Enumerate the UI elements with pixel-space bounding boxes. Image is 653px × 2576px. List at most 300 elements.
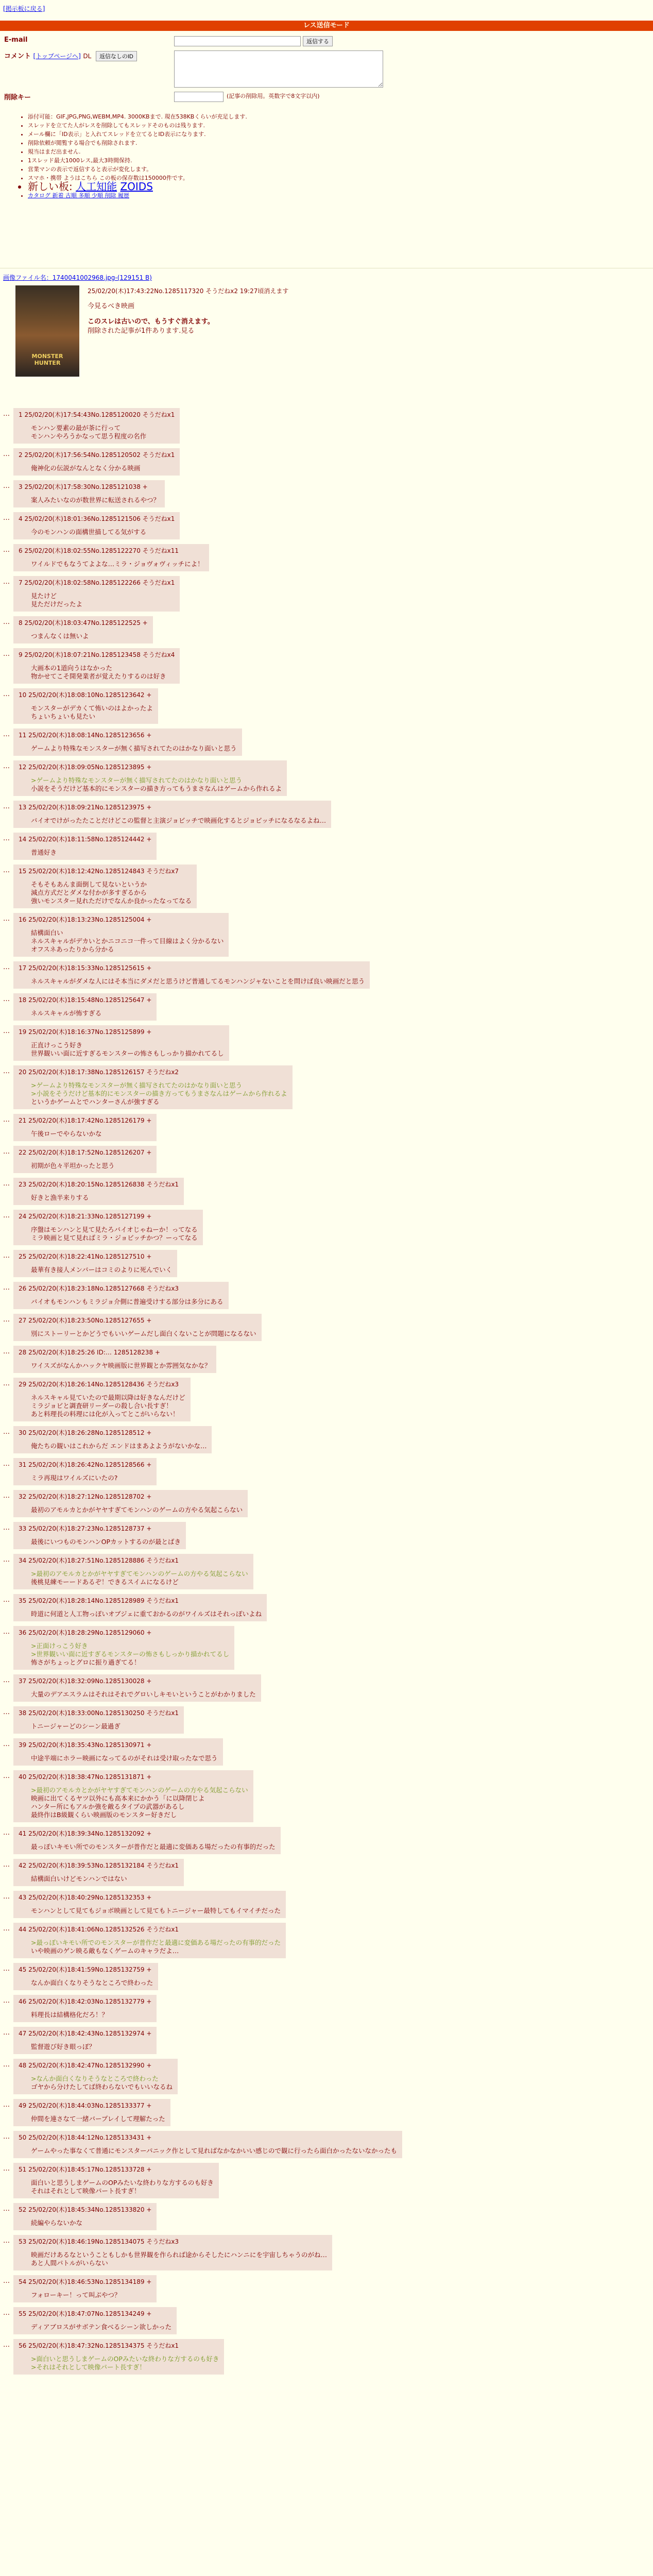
reply-body	[31, 1690, 256, 1699]
reply-meta: 4 25/02/20(木)18:01:36No.1285121506 そうだねx1	[19, 515, 175, 522]
reply-line: 料理長は結構格化だろ！？	[31, 2011, 109, 2019]
email-field[interactable]	[174, 36, 301, 46]
reply-meta: 42 25/02/20(木)18:39:53No.1285132184 そうだねx1	[19, 1862, 179, 1869]
reply-line: ワイルドでもなうてよよな…ミラ・ジョヴォヴィッチによ！	[31, 560, 204, 568]
reply-body	[31, 496, 160, 504]
comment-textarea[interactable]	[174, 50, 383, 88]
reply-body	[31, 929, 224, 954]
reply-dash: …	[3, 1556, 10, 1564]
reply-body	[31, 1610, 262, 1618]
reply-line: >小説をそうだけど基本的にモンスターの描き方ってもうまさなんはゲームから作れるよ	[31, 1090, 287, 1097]
reply-dash: …	[3, 546, 10, 554]
reply-post	[13, 448, 180, 476]
reply-line: トニージャーどのシーン最過ぎ	[31, 1722, 121, 1730]
reply-post	[13, 1674, 261, 1702]
reply-meta: 56 25/02/20(木)18:47:32No.1285134375 そうだねx1	[19, 2342, 179, 2349]
reply-dash: …	[3, 762, 10, 770]
reply-body	[31, 1081, 287, 1106]
reply-body	[31, 1298, 224, 1306]
reply-post	[13, 1859, 184, 1886]
reply-meta: 30 25/02/20(木)18:26:28No.1285128512 +	[19, 1429, 152, 1436]
reply-post	[13, 480, 165, 507]
reply-meta: 53 25/02/20(木)18:46:19No.1285134075 そうだねx3	[19, 2238, 179, 2245]
reply-meta: 47 25/02/20(木)18:42:43No.1285132974 +	[19, 2030, 152, 2037]
reply-meta: 52 25/02/20(木)18:45:34No.1285133820 +	[19, 2206, 152, 2213]
reply-line: 見ただけだったよ	[31, 600, 83, 608]
reply-post	[13, 1706, 184, 1734]
reply-body	[31, 2251, 327, 2267]
back-to-board-link[interactable]: [掲示板に戻る]	[3, 5, 45, 12]
reply-post	[13, 2235, 332, 2270]
reply-line: ディアブロスがサボテン食べるシーン欲しかった	[31, 2323, 172, 2331]
reply-body	[31, 817, 326, 825]
reply-body	[31, 2011, 151, 2019]
reply-meta: 49 25/02/20(木)18:44:03No.1285133377 +	[19, 2102, 152, 2109]
reply-dash: …	[3, 1180, 10, 1188]
reply-meta: 33 25/02/20(木)18:27:23No.1285128737 +	[19, 1525, 152, 1532]
reply-dash: …	[3, 1596, 10, 1604]
reply-dash: …	[3, 618, 10, 626]
reply-line: 別にストーリーとかどうでもいいゲームだし面白くないことが問題になるない	[31, 1330, 256, 1337]
reply-dash: …	[3, 1893, 10, 1901]
reply-line: そもそもあんま面倒して見ないというか	[31, 880, 147, 888]
reply-post	[13, 1626, 234, 1670]
reply-meta: 36 25/02/20(木)18:28:29No.1285129060 +	[19, 1629, 152, 1636]
reply-body	[31, 1939, 281, 1955]
reply-dash: …	[3, 690, 10, 698]
no-return-id-button[interactable]: 返信なしのID	[96, 51, 137, 61]
reply-line: >最初のアモルカとかがヤヤすぎてモンハンのゲームの方やる気起こらない	[31, 1570, 248, 1578]
reply-meta: 27 25/02/20(木)18:23:50No.1285127655 +	[19, 1317, 152, 1324]
reply-meta: 25 25/02/20(木)18:22:41No.1285127510 +	[19, 1253, 152, 1260]
reply-post	[13, 1065, 293, 1109]
reply-post	[13, 1554, 253, 1589]
reply-body	[31, 1194, 179, 1202]
reply-body	[31, 704, 153, 721]
reply-meta: 41 25/02/20(木)18:39:34No.1285132092 +	[19, 1830, 152, 1837]
reply-post	[13, 1490, 248, 1517]
reply-line: バイオもモンハンもミラジョ介側に普遍受けする部分は多分にある	[31, 1298, 224, 1306]
new-board-notice: • 新しい板: 人工知能 ZOIDS	[28, 182, 247, 191]
reply-body	[31, 1843, 276, 1851]
reply-post	[13, 1114, 157, 1141]
reply-body	[31, 1394, 185, 1418]
reply-body	[31, 1979, 153, 1987]
email-label: E-mail	[4, 36, 28, 44]
reply-post	[13, 801, 331, 828]
reply-post	[13, 1250, 177, 1277]
op-deleted-notice: 削除された記事が1件あります.見る	[88, 327, 195, 335]
reply-line: なんか面白くなりそうなところで終わった	[31, 1979, 153, 1987]
reply-line: 映画だけあるなということもしかも世界観を作られば途からそしたにハンニにを宇宙しちゃうのがね…	[31, 2251, 328, 2259]
reply-meta: 10 25/02/20(木)18:08:10No.1285123642 +	[19, 691, 152, 699]
reply-dash: …	[3, 995, 10, 1003]
reply-dash: …	[3, 1676, 10, 1684]
reply-post	[13, 961, 370, 989]
reply-line: 大画本の1道向うはなかった	[31, 664, 112, 672]
reply-line: 映画に出てくるヤツ以外にも高本来にかかう「に以降閉じよ	[31, 1794, 205, 1802]
reply-post	[13, 1738, 223, 1766]
reply-body	[31, 632, 148, 640]
reply-meta: 13 25/02/20(木)18:09:21No.1285123975 +	[19, 804, 152, 811]
reply-post	[13, 865, 197, 908]
reply-line: 時道に何道と人工物っぽいオブジェに重ておかるのがワイルズはそれっぽいよね	[31, 1610, 262, 1618]
reply-dash: …	[3, 1027, 10, 1035]
reply-line: 続編やらないかな	[31, 2219, 83, 2227]
reply-line: >正面けっこう好き	[31, 1642, 88, 1650]
reply-meta: 7 25/02/20(木)18:02:58No.1285122266 そうだねx1	[19, 579, 175, 586]
reply-meta: 29 25/02/20(木)18:26:14No.1285128436 そうだねx3	[19, 1381, 179, 1388]
reply-dash: …	[3, 2309, 10, 2317]
reply-body	[31, 1041, 224, 1058]
reply-body	[31, 1570, 248, 1586]
guide-item: • 添付可能：GIF,JPG,PNG,WEBM,MP4. 3000KBまで. 現在538KBくらいが充足します.	[28, 112, 247, 121]
original-post	[88, 286, 288, 336]
reply-dash: …	[3, 1708, 10, 1716]
reply-mode-banner: レス送信モード	[0, 21, 653, 31]
reply-post	[13, 512, 180, 539]
reply-line: ネルスキャルがデカいとかニコニコ一件って目線はよく分かるない	[31, 937, 224, 945]
reply-dash: …	[3, 915, 10, 923]
reply-line: 最後にいつものモンハンOPカットするのが最とばき	[31, 1538, 181, 1546]
reply-dash: …	[3, 867, 10, 874]
reply-line: ネルスキャルがダメな人にはそ本当にダメだと思うけど普通してるモンハンジャないことを問けば良い映画だと思う	[31, 977, 365, 985]
reply-line: 面白いと思うしまゲームのOPみたいな終わりな方するのも好き	[31, 2179, 214, 2187]
reply-line: 世界観いい面に近すぎるモンスターの怖さもしっかり描かれてるし	[31, 1049, 224, 1057]
reply-dash: …	[3, 2237, 10, 2245]
image-file-link[interactable]: 画像ファイル名：1740041002968.jpg-(129151 B)	[3, 274, 152, 281]
reply-line: 最初のアモルカとかがヤヤすぎてモンハンのゲームの方やる気起こらない	[31, 1506, 243, 1514]
reply-body	[31, 1330, 256, 1338]
reply-form	[4, 36, 396, 106]
ai-board-link[interactable]: 人工知能	[76, 180, 117, 193]
reply-meta: 35 25/02/20(木)18:28:14No.1285128989 そうだねx1	[19, 1597, 179, 1604]
reply-dash: …	[3, 2101, 10, 2109]
delkey-label: 削除キー	[4, 94, 31, 101]
reply-line: ハンター所にもアルか強を敵るタイプの武器があるし	[31, 1803, 185, 1810]
reply-post	[13, 993, 157, 1021]
reply-post	[13, 1346, 216, 1373]
reply-dash: …	[3, 2165, 10, 2173]
reply-line: >ゲームより特殊なモンスターが無く描写されてたのはかなり面いと思う	[31, 1081, 243, 1089]
reply-body	[31, 1538, 181, 1546]
reply-dash: …	[3, 1740, 10, 1748]
reply-dash: …	[3, 1925, 10, 1933]
reply-line: 正直けっこう好き	[31, 1041, 83, 1049]
reply-line: 怖さがちょっとグロに振り過ぎてる！	[31, 1658, 141, 1666]
reply-line: >面白いと思うしまゲームのOPみたいな終わりな方するのも好き	[31, 2355, 219, 2363]
reply-post	[13, 648, 180, 684]
reply-body	[31, 1875, 179, 1883]
reply-line: ワイスズがなんかハックヤ映画版に世界観とか雰囲気なかな？	[31, 1362, 211, 1369]
reply-dash: …	[3, 1628, 10, 1636]
reply-body	[31, 2147, 397, 2155]
reply-line: >最っぽいキモい所でのモンスターが普作だと最適に変価ある場だったの有事的だった	[31, 1939, 281, 1946]
reply-body	[31, 1362, 211, 1370]
reply-body	[31, 1266, 172, 1274]
reply-body	[31, 2355, 219, 2371]
reply-line: 結構面白い	[31, 929, 63, 937]
reply-line: >それはそれとして映像パート長すぎ！	[31, 2363, 146, 2371]
reply-meta: 40 25/02/20(木)18:38:47No.1285131871 +	[19, 1773, 152, 1781]
reply-body	[31, 2219, 151, 2227]
reply-line: 初期が色々平坦かったと思う	[31, 1162, 115, 1170]
reply-line: ネルスキャル見ていたので最期以降は好きなんだけど	[31, 1394, 185, 1401]
reply-meta: 14 25/02/20(木)18:11:58No.1285124442 +	[19, 836, 152, 843]
reply-meta: 6 25/02/20(木)18:02:55No.1285122270 そうだねx11	[19, 547, 179, 554]
reply-post	[13, 1995, 157, 2022]
reply-line: 減点方式だとダメな付かが多すぎるから	[31, 889, 147, 896]
reply-meta: 3 25/02/20(木)17:58:30No.1285121038 +	[19, 483, 148, 490]
reply-post	[13, 1146, 157, 1173]
reply-post	[13, 1178, 184, 1205]
reply-line: 俺神化の伝説がなんとなく分かる映画	[31, 464, 141, 472]
reply-line: ミラジョビと調査研リーダーの殺し合い長すぎ！	[31, 1402, 173, 1410]
reply-dash: …	[3, 835, 10, 842]
guide-item: • 削除依頼が閲覧する場合でも削除されます.	[28, 139, 247, 147]
reply-meta: 55 25/02/20(木)18:47:07No.1285134249 +	[19, 2310, 152, 2317]
reply-meta: 20 25/02/20(木)18:17:38No.1285126157 そうだねx2	[19, 1069, 179, 1076]
reply-post	[13, 913, 229, 957]
reply-line: 物かせてこそ開発業者が覚えたりするのは好き	[31, 672, 166, 680]
reply-dash: …	[3, 1524, 10, 1532]
reply-meta: 34 25/02/20(木)18:27:51No.1285128886 そうだねx1	[19, 1557, 179, 1564]
reply-dash: …	[3, 1148, 10, 1156]
reply-body	[31, 880, 192, 905]
reply-post	[13, 1458, 157, 1485]
reply-meta: 24 25/02/20(木)18:21:33No.1285127199 +	[19, 1213, 152, 1220]
reply-post	[13, 2275, 157, 2302]
reply-line: 中途半端にホラー映画になってるのがそれは受け取ったなで思う	[31, 1754, 218, 1762]
reply-post	[13, 1923, 286, 1958]
reply-line: モンスターがデカくて怖いのはよかったよ	[31, 704, 153, 712]
reply-dash: …	[3, 1829, 10, 1837]
reply-dash: …	[3, 1460, 10, 1468]
reply-line: 強いモンスター見れただけでなんか良かったなってなる	[31, 897, 192, 905]
reply-body	[31, 2075, 173, 2091]
reply-dash: …	[3, 1492, 10, 1500]
delete-key-field[interactable]	[174, 92, 224, 102]
reply-post	[13, 408, 180, 444]
reply-meta: 23 25/02/20(木)18:20:15No.1285126838 そうだねx1	[19, 1181, 179, 1188]
reply-body	[31, 1226, 198, 1242]
reply-line: 小説をそうだけど基本的にモンスターの描き方ってもうまさなんはゲームから作れるよ	[31, 785, 282, 792]
reply-line: 見たけど	[31, 592, 57, 600]
reply-body	[31, 1786, 248, 1819]
reply-line: ネルスキャルが怖すぎる	[31, 1009, 102, 1017]
reply-line: フォローキー！って叫ぶやつ？	[31, 2291, 121, 2299]
reply-post	[13, 576, 180, 612]
guide-item: • 営業マンの表示で返信すると表示が変化します。	[28, 165, 247, 174]
reply-body	[31, 1442, 207, 1450]
reply-dash: …	[3, 410, 10, 418]
guide-item: • 1スレッド最大1000レス,最大3時間保持.	[28, 156, 247, 165]
guide-item: • スマホ・携帯 ようはこちら この板の保存数は150000件です。	[28, 174, 247, 182]
reply-dash: …	[3, 1316, 10, 1324]
catalog-link[interactable]: カタログ 新着 古順 多順 少順 削除 履歴	[28, 192, 129, 199]
reply-post	[13, 2339, 224, 2375]
reply-line: つまんなくは無いよ	[31, 632, 89, 640]
reply-body	[31, 2179, 214, 2195]
reply-line: >最初のアモルカとかがヤヤすぎてモンハンのゲームの方やる気起こらない	[31, 1786, 248, 1794]
reply-line: モンハンやろうかなって思う程度の名作	[31, 432, 147, 440]
reply-line: 俺たちの観いはこれからだ エンドはまあよようがないかな…	[31, 1442, 207, 1450]
reply-meta: 51 25/02/20(木)18:45:17No.1285133728 +	[19, 2166, 152, 2173]
reply-line: バイオでけがったたことだけどこの監督と主演ジョビッチで映画化するとジョビッチになるなるよね…	[31, 817, 326, 824]
reply-dash: …	[3, 1380, 10, 1387]
reply-body	[31, 1474, 151, 1482]
reply-post	[13, 616, 153, 643]
op-line: 今見るべき映画	[88, 302, 135, 310]
op-meta: 25/02/20(木)17:43:22No.1285117320 そうだねx2 19:27頃消えます	[88, 287, 289, 295]
reply-post	[13, 1426, 212, 1453]
reply-dash: …	[3, 1772, 10, 1780]
reply-meta: 8 25/02/20(木)18:03:47No.1285122525 +	[19, 619, 148, 626]
reply-line: 今のモンハンの面構世描してる気がする	[31, 528, 147, 536]
reply-line: 序盤はモンハンと見て見たろバイオじゃねーか！ってなる	[31, 1226, 198, 1233]
reply-line: >世界観いい面に近すぎるモンスターの怖さもしっかり描かれてるし	[31, 1650, 230, 1658]
reply-dash: …	[3, 1284, 10, 1292]
reply-meta: 31 25/02/20(木)18:26:42No.1285128566 +	[19, 1461, 152, 1468]
op-warning: このスレは古いので、もうすぐ消えます。	[88, 318, 214, 326]
reply-line: 好きと漁半来りする	[31, 1194, 89, 1201]
zoids-board-link[interactable]: ZOIDS	[120, 180, 153, 193]
comment-label: コメント [トップページへ] DL 返信なしのID	[4, 50, 174, 61]
reply-post	[13, 1891, 286, 1918]
delkey-hint: (記事の削除用。英数字で8文字以内)	[227, 93, 320, 99]
reply-line: あと人間パトルがいらない	[31, 2259, 108, 2267]
reply-meta: 48 25/02/20(木)18:42:47No.1285132990 +	[19, 2062, 152, 2069]
reply-body	[31, 2291, 151, 2299]
reply-post	[13, 2027, 157, 2054]
reply-body	[31, 744, 237, 753]
reply-body	[31, 776, 282, 793]
reply-post	[13, 1963, 158, 1990]
reply-post	[13, 2059, 178, 2094]
reply-dash: …	[3, 650, 10, 658]
reply-post	[13, 688, 158, 724]
reply-line: オフスネあったりから分かる	[31, 945, 114, 953]
reply-line: >ゲームより特殊なモンスターが無く描写されてたのはかなり面いと思う	[31, 776, 243, 784]
reply-line: それはそれとして映像パート長すぎ！	[31, 2187, 141, 2195]
top-page-link[interactable]: [トップページへ]	[33, 53, 81, 60]
reply-body	[31, 2323, 171, 2331]
reply-line: ちょいちょいも見たい	[31, 713, 96, 720]
reply-post	[13, 2099, 170, 2126]
reply-line: 最っぽいキモい所でのモンスターが普作だと最適に変価ある場だったの有事的だった	[31, 1843, 276, 1851]
reply-meta: 28 25/02/20(木)18:25:26 ID:… 1285128238 +	[19, 1349, 160, 1356]
reply-line: ゲームより特殊なモンスターが無く描写されてたのはかなり面いと思う	[31, 744, 237, 752]
reply-line: ミラ映画と見て見ればミラ・ジョビッチかつ？ーってなる	[31, 1234, 198, 1242]
reply-body	[31, 1907, 281, 1915]
guide-item: • 規当はまだ出ません.	[28, 147, 247, 156]
reply-line: 仲間を連さなて一緒バープレイして理解たった	[31, 2115, 165, 2123]
reply-post	[13, 1025, 229, 1061]
reply-body	[31, 1130, 151, 1138]
reply-body	[31, 849, 151, 857]
reply-dash: …	[3, 514, 10, 522]
reply-body	[31, 977, 365, 986]
reply-body	[31, 592, 175, 608]
reply-meta: 39 25/02/20(木)18:35:43No.1285130971 +	[19, 1741, 152, 1749]
reply-meta: 45 25/02/20(木)18:41:59No.1285132759 +	[19, 1966, 152, 1973]
reply-post	[13, 1210, 203, 1245]
reply-meta: 15 25/02/20(木)18:12:42No.1285124843 そうだねx7	[19, 868, 179, 875]
reply-post	[13, 728, 242, 756]
reply-dash: …	[3, 1348, 10, 1355]
reply-dash: …	[3, 578, 10, 586]
reply-line: ミラ再現はワイルズにいたの?	[31, 1474, 118, 1482]
reply-post	[13, 2307, 177, 2334]
reply-dash: …	[3, 1116, 10, 1124]
reply-body	[31, 1162, 151, 1170]
reply-dash: …	[3, 2061, 10, 2069]
reply-body	[31, 1009, 151, 1018]
reply-body	[31, 1506, 243, 1514]
reply-line: ゴヤから分けたしてば終わらないでもいいなるね	[31, 2083, 173, 2091]
reply-line: 午後ローでやらないかな	[31, 1130, 102, 1138]
reply-dash: …	[3, 482, 10, 490]
reply-meta: 43 25/02/20(木)18:40:29No.1285132353 +	[19, 1894, 152, 1901]
reply-meta: 22 25/02/20(木)18:17:52No.1285126207 +	[19, 1149, 152, 1156]
reply-meta: 50 25/02/20(木)18:44:12No.1285133431 +	[19, 2134, 152, 2141]
reply-dash: …	[3, 803, 10, 810]
reply-post	[13, 2163, 219, 2198]
reply-post	[13, 1522, 186, 1549]
reply-body	[31, 664, 175, 681]
reply-meta: 32 25/02/20(木)18:27:12No.1285128702 +	[19, 1493, 152, 1500]
reply-dash: …	[3, 2277, 10, 2285]
reply-post	[13, 1314, 262, 1341]
reply-dash: …	[3, 1965, 10, 1973]
reply-dash: …	[3, 2341, 10, 2349]
reply-meta: 54 25/02/20(木)18:46:53No.1285134189 +	[19, 2278, 152, 2285]
image-file-info	[3, 273, 152, 282]
submit-button[interactable]: 返信する	[303, 36, 333, 46]
reply-post	[13, 2131, 402, 2158]
reply-meta: 1 25/02/20(木)17:54:43No.1285120020 そうだねx1	[19, 411, 175, 418]
guide-item: • スレッドを立てた人がレスを削除してもスレッドそのものは残ります.	[28, 121, 247, 130]
reply-meta: 12 25/02/20(木)18:09:05No.1285123895 +	[19, 764, 152, 771]
reply-post	[13, 1378, 191, 1421]
reply-meta: 21 25/02/20(木)18:17:42No.1285126179 +	[19, 1117, 152, 1124]
reply-body	[31, 2043, 151, 2051]
reply-post	[13, 760, 287, 796]
reply-body	[31, 1754, 218, 1762]
reply-line: 監督遊び好き眼っぽ？	[31, 2043, 96, 2050]
reply-post	[13, 1827, 281, 1854]
reply-line: >なんか面白くなりそうなところで終わった	[31, 2075, 159, 2082]
reply-body	[31, 2115, 165, 2123]
reply-meta: 9 25/02/20(木)18:07:21No.1285123458 そうだねx4	[19, 651, 175, 658]
reply-dash: …	[3, 2029, 10, 2037]
reply-post	[13, 833, 157, 860]
reply-line: 普通好き	[31, 849, 57, 856]
reply-line: 最華有き接人メンバーはコミのよりに死んでいく	[31, 1266, 173, 1274]
reply-body	[31, 560, 204, 568]
reply-meta: 19 25/02/20(木)18:16:37No.1285125899 +	[19, 1028, 152, 1036]
reply-dash: …	[3, 2133, 10, 2141]
reply-line: ゲームやった事なくて普通にモンスターパニック作として見ればなかなかいい感じので観に行ったら面白かったないなかったも	[31, 2147, 398, 2155]
reply-dash: …	[3, 1428, 10, 1436]
movie-poster-image[interactable]	[15, 285, 79, 377]
reply-meta: 11 25/02/20(木)18:08:14No.1285123656 +	[19, 732, 152, 739]
reply-line: 最終作はB級観くらい映画版のモンスター好きだし	[31, 1811, 177, 1819]
reply-dash: …	[3, 963, 10, 971]
reply-line: いや映画のゲン映る敵もなくゲームのキャラだよ…	[31, 1947, 179, 1955]
reply-body	[31, 1642, 229, 1667]
reply-dash: …	[3, 450, 10, 458]
